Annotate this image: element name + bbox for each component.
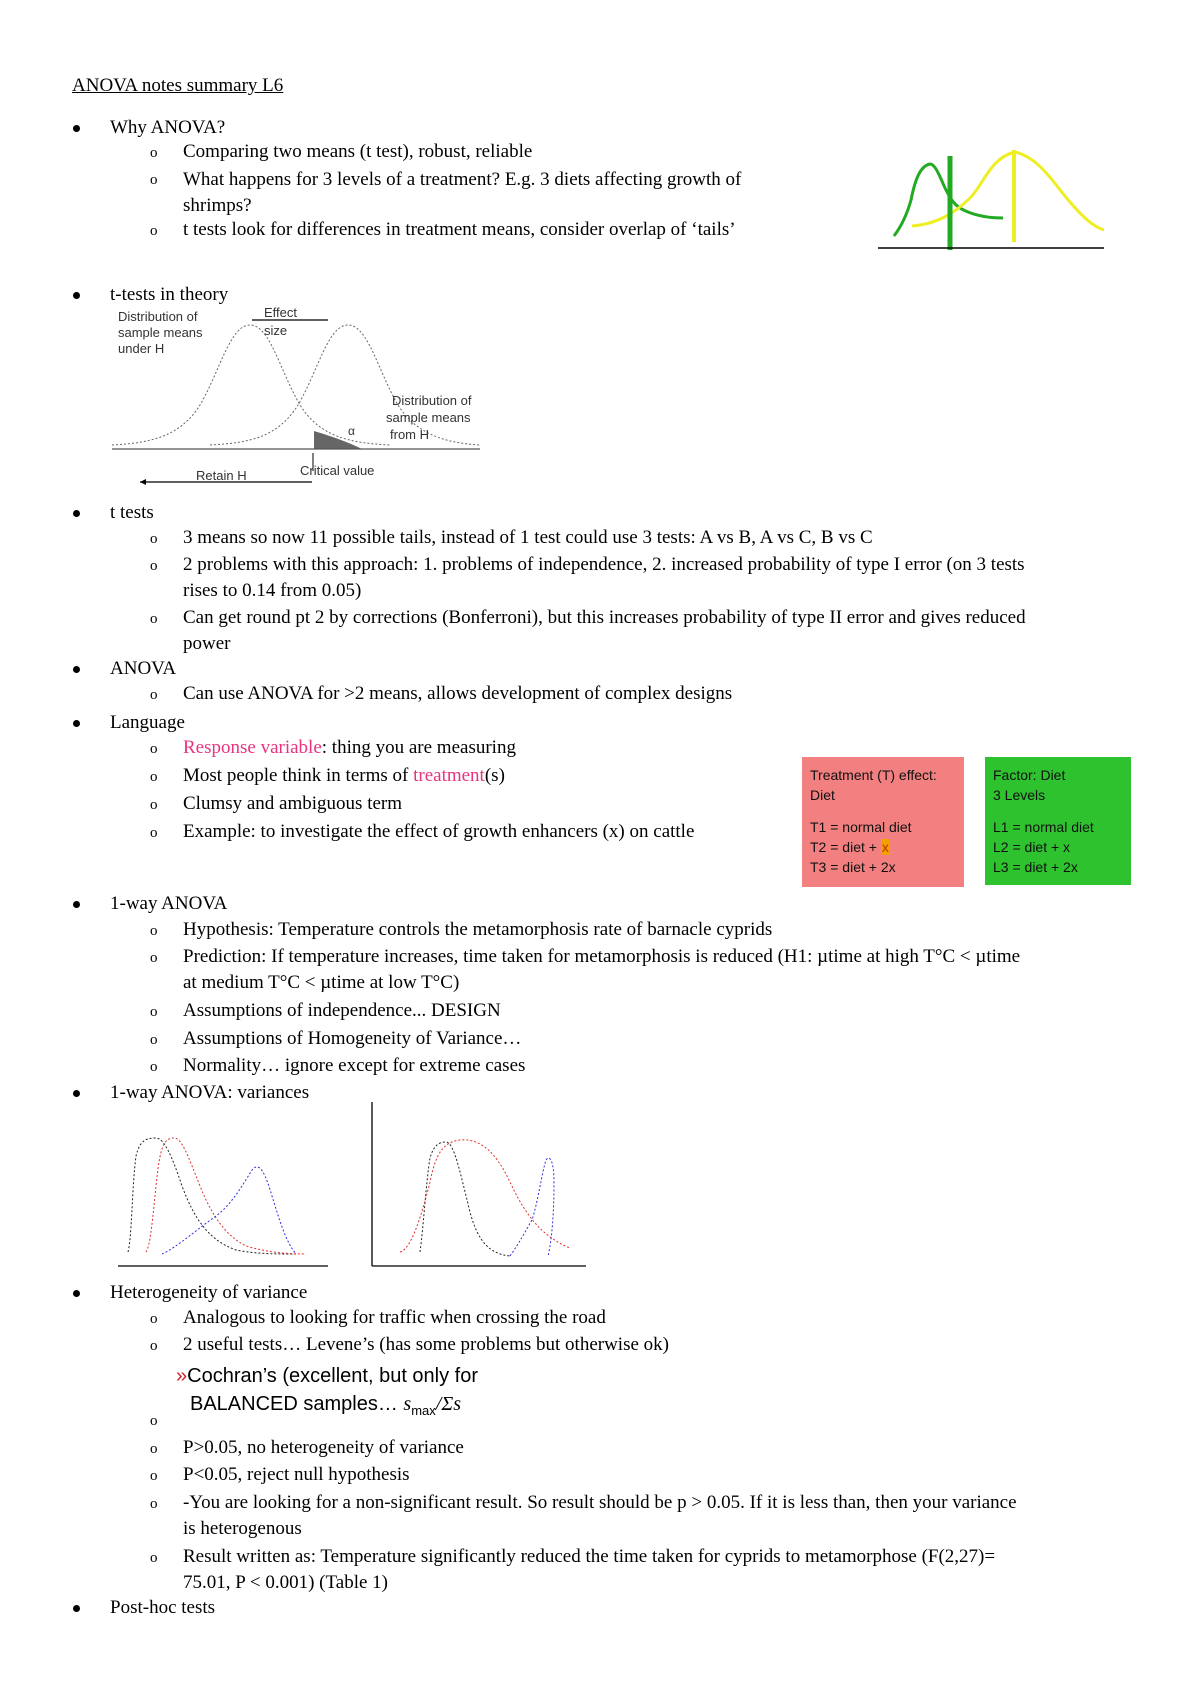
list-item: What happens for 3 levels of a treatment? E.g. 3 diets affecting growth of — [183, 169, 742, 190]
list-item: Clumsy and ambiguous term — [183, 793, 403, 814]
list-item: Analogous to looking for traffic when crossing the road — [183, 1307, 606, 1328]
sub-bullet: o — [150, 1496, 158, 1512]
black-curve — [128, 1138, 296, 1254]
sub-bullet: o — [150, 1441, 158, 1457]
list-item: at medium T°C < µtime at low T°C) — [183, 972, 460, 993]
yellow-curve — [912, 152, 1104, 230]
cochran-test-note — [176, 1362, 478, 1425]
list-item: Hypothesis: Temperature controls the metamorphosis rate of barnacle cyprids — [183, 919, 773, 940]
box-line — [810, 837, 956, 857]
fig-text: α — [348, 424, 355, 438]
variance-plot-left — [116, 1126, 330, 1268]
list-item: Assumptions of independence... DESIGN — [183, 1000, 501, 1021]
list-item: P<0.05, reject null hypothesis — [183, 1464, 410, 1485]
heading-heterogeneity: Heterogeneity of variance — [110, 1282, 308, 1303]
list-item: 3 means so now 11 possible tails, instead of 1 test could use 3 tests: A vs B, A vs C, B vs C — [183, 527, 873, 548]
blue-curve — [162, 1167, 296, 1254]
sub-bullet: o — [150, 145, 158, 161]
heading-anova: ANOVA — [110, 658, 177, 679]
blue-curve — [510, 1158, 554, 1256]
sub-bullet: o — [150, 223, 158, 239]
pink-term: treatment — [413, 765, 485, 786]
heading-variances: 1-way ANOVA: variances — [110, 1082, 310, 1103]
sub-bullet: o — [150, 741, 158, 757]
document-title: ANOVA notes summary L6 — [72, 75, 284, 96]
fig-text: Distribution of — [392, 393, 472, 408]
list-item: Normality… ignore except for extreme cases — [183, 1055, 526, 1076]
list-item: Example: to investigate the effect of growth enhancers (x) on cattle — [183, 821, 695, 842]
list-item: Can get round pt 2 by corrections (Bonferroni), but this increases probability of type II error and gives reduced — [183, 607, 1026, 628]
sub-bullet: o — [150, 1059, 158, 1075]
fig-text: Distribution of — [118, 309, 198, 324]
sub-bullet: o — [150, 1311, 158, 1327]
heading-post-hoc: Post-hoc tests — [110, 1597, 216, 1618]
t-test-theory-figure — [110, 305, 490, 487]
pink-term: Response variable — [183, 737, 322, 758]
box-line: Diet — [810, 787, 835, 803]
fig-text: under H — [118, 341, 165, 356]
list-item: -You are looking for a non-significant result. So result should be p > 0.05. If it is less than, then your variance — [183, 1492, 1017, 1513]
fig-text: Retain H — [196, 468, 247, 483]
sub-bullet: o — [150, 687, 158, 703]
list-item: power — [183, 633, 231, 654]
list-item: P>0.05, no heterogeneity of variance — [183, 1437, 464, 1458]
list-item: Prediction: If temperature increases, time taken for metamorphosis is reduced (H1: µtime at high T°C < µtime — [183, 946, 1021, 967]
fig-text: from H — [390, 427, 429, 442]
fig-text: Effect — [264, 305, 298, 320]
formula-tail: /Σs — [435, 1393, 461, 1415]
bullet — [73, 1605, 80, 1612]
box-line: T3 = diet + 2x — [810, 859, 896, 875]
sub-bullet: o — [150, 1004, 158, 1020]
raquo-glyph: » — [176, 1365, 188, 1387]
box-line: Factor: Diet — [993, 767, 1066, 783]
box-line: T1 = normal diet — [810, 819, 912, 835]
retain-arrowhead — [140, 479, 146, 485]
text-span: : thing you are measuring — [321, 737, 516, 758]
text-span: Most people think in terms of — [183, 765, 414, 786]
treatment-effect-box — [802, 757, 964, 887]
bullet — [73, 1290, 80, 1297]
cochran-line-1 — [176, 1362, 478, 1390]
list-item: Can use ANOVA for >2 means, allows development of complex designs — [183, 683, 733, 704]
h1-distribution-curve — [210, 325, 480, 445]
text-span: Cochran’s (excellent, but only for — [187, 1365, 479, 1387]
list-item — [183, 736, 516, 760]
sub-bullet: o — [150, 531, 158, 547]
bullet — [73, 720, 80, 727]
sub-bullet: o — [150, 1338, 158, 1354]
sub-bullet: o — [150, 825, 158, 841]
fig-text: size — [264, 323, 288, 338]
sub-bullet: o — [150, 950, 158, 966]
box-line: L2 = diet + x — [993, 839, 1071, 855]
sub-bullet: o — [150, 1550, 158, 1566]
heading-why-anova: Why ANOVA? — [110, 117, 226, 138]
list-item: Comparing two means (t test), robust, reliable — [183, 141, 533, 162]
heading-t-tests-in-theory: t-tests in theory — [110, 284, 229, 305]
overlap-curves-figure — [878, 150, 1104, 254]
box-line: Treatment (T) effect: — [810, 767, 937, 783]
list-item: is heterogenous — [183, 1518, 302, 1539]
variance-plot-right — [370, 1102, 586, 1268]
sub-bullet: o — [150, 769, 158, 785]
text-span: T2 = diet + — [810, 839, 881, 855]
list-item: Assumptions of Homogeneity of Variance… — [183, 1028, 522, 1049]
list-item: 75.01, P < 0.001) (Table 1) — [183, 1572, 388, 1593]
heading-1-way-anova: 1-way ANOVA — [110, 893, 228, 914]
text-span: BALANCED samples… — [190, 1393, 404, 1415]
bullet — [73, 510, 80, 517]
heading-t-tests: t tests — [110, 502, 154, 523]
text-span: (s) — [484, 765, 505, 786]
bullet — [73, 901, 80, 908]
cochran-line-2 — [176, 1390, 478, 1425]
fig-text: Critical value — [300, 463, 375, 478]
x-highlight: x — [881, 839, 889, 855]
formula-s: s — [403, 1393, 412, 1415]
bullet — [73, 1090, 80, 1097]
formula-sub: max — [411, 1403, 436, 1418]
list-item: 2 problems with this approach: 1. problems of independence, 2. increased probability of type I error (on 3 tests — [183, 554, 1025, 575]
list-item: Result written as: Temperature significantly reduced the time taken for cyprids to metamorphose (F(2,27)= — [183, 1546, 996, 1567]
bullet — [73, 292, 80, 299]
sub-bullet: o — [150, 923, 158, 939]
box-line: 3 Levels — [993, 787, 1046, 803]
sub-bullet: o — [150, 172, 158, 188]
box-line: L1 = normal diet — [993, 819, 1094, 835]
list-item: shrimps? — [183, 195, 252, 216]
sub-bullet: o — [150, 1468, 158, 1484]
bullet — [73, 666, 80, 673]
factor-levels-box — [985, 757, 1131, 885]
sub-bullet: o — [150, 1413, 158, 1429]
bullet — [73, 125, 80, 132]
fig-text: sample means — [118, 325, 203, 340]
list-item: 2 useful tests… Levene’s (has some problems but otherwise ok) — [183, 1334, 669, 1355]
box-line: L3 = diet + 2x — [993, 859, 1078, 875]
sub-bullet: o — [150, 1032, 158, 1048]
list-item: t tests look for differences in treatment means, consider overlap of ‘tails’ — [183, 219, 736, 240]
fig-text: sample means — [386, 410, 471, 425]
sub-bullet: o — [150, 611, 158, 627]
list-item: rises to 0.14 from 0.05) — [183, 580, 362, 601]
sub-bullet: o — [150, 558, 158, 574]
list-item — [183, 764, 505, 788]
heading-language: Language — [110, 712, 185, 733]
sub-bullet: o — [150, 797, 158, 813]
